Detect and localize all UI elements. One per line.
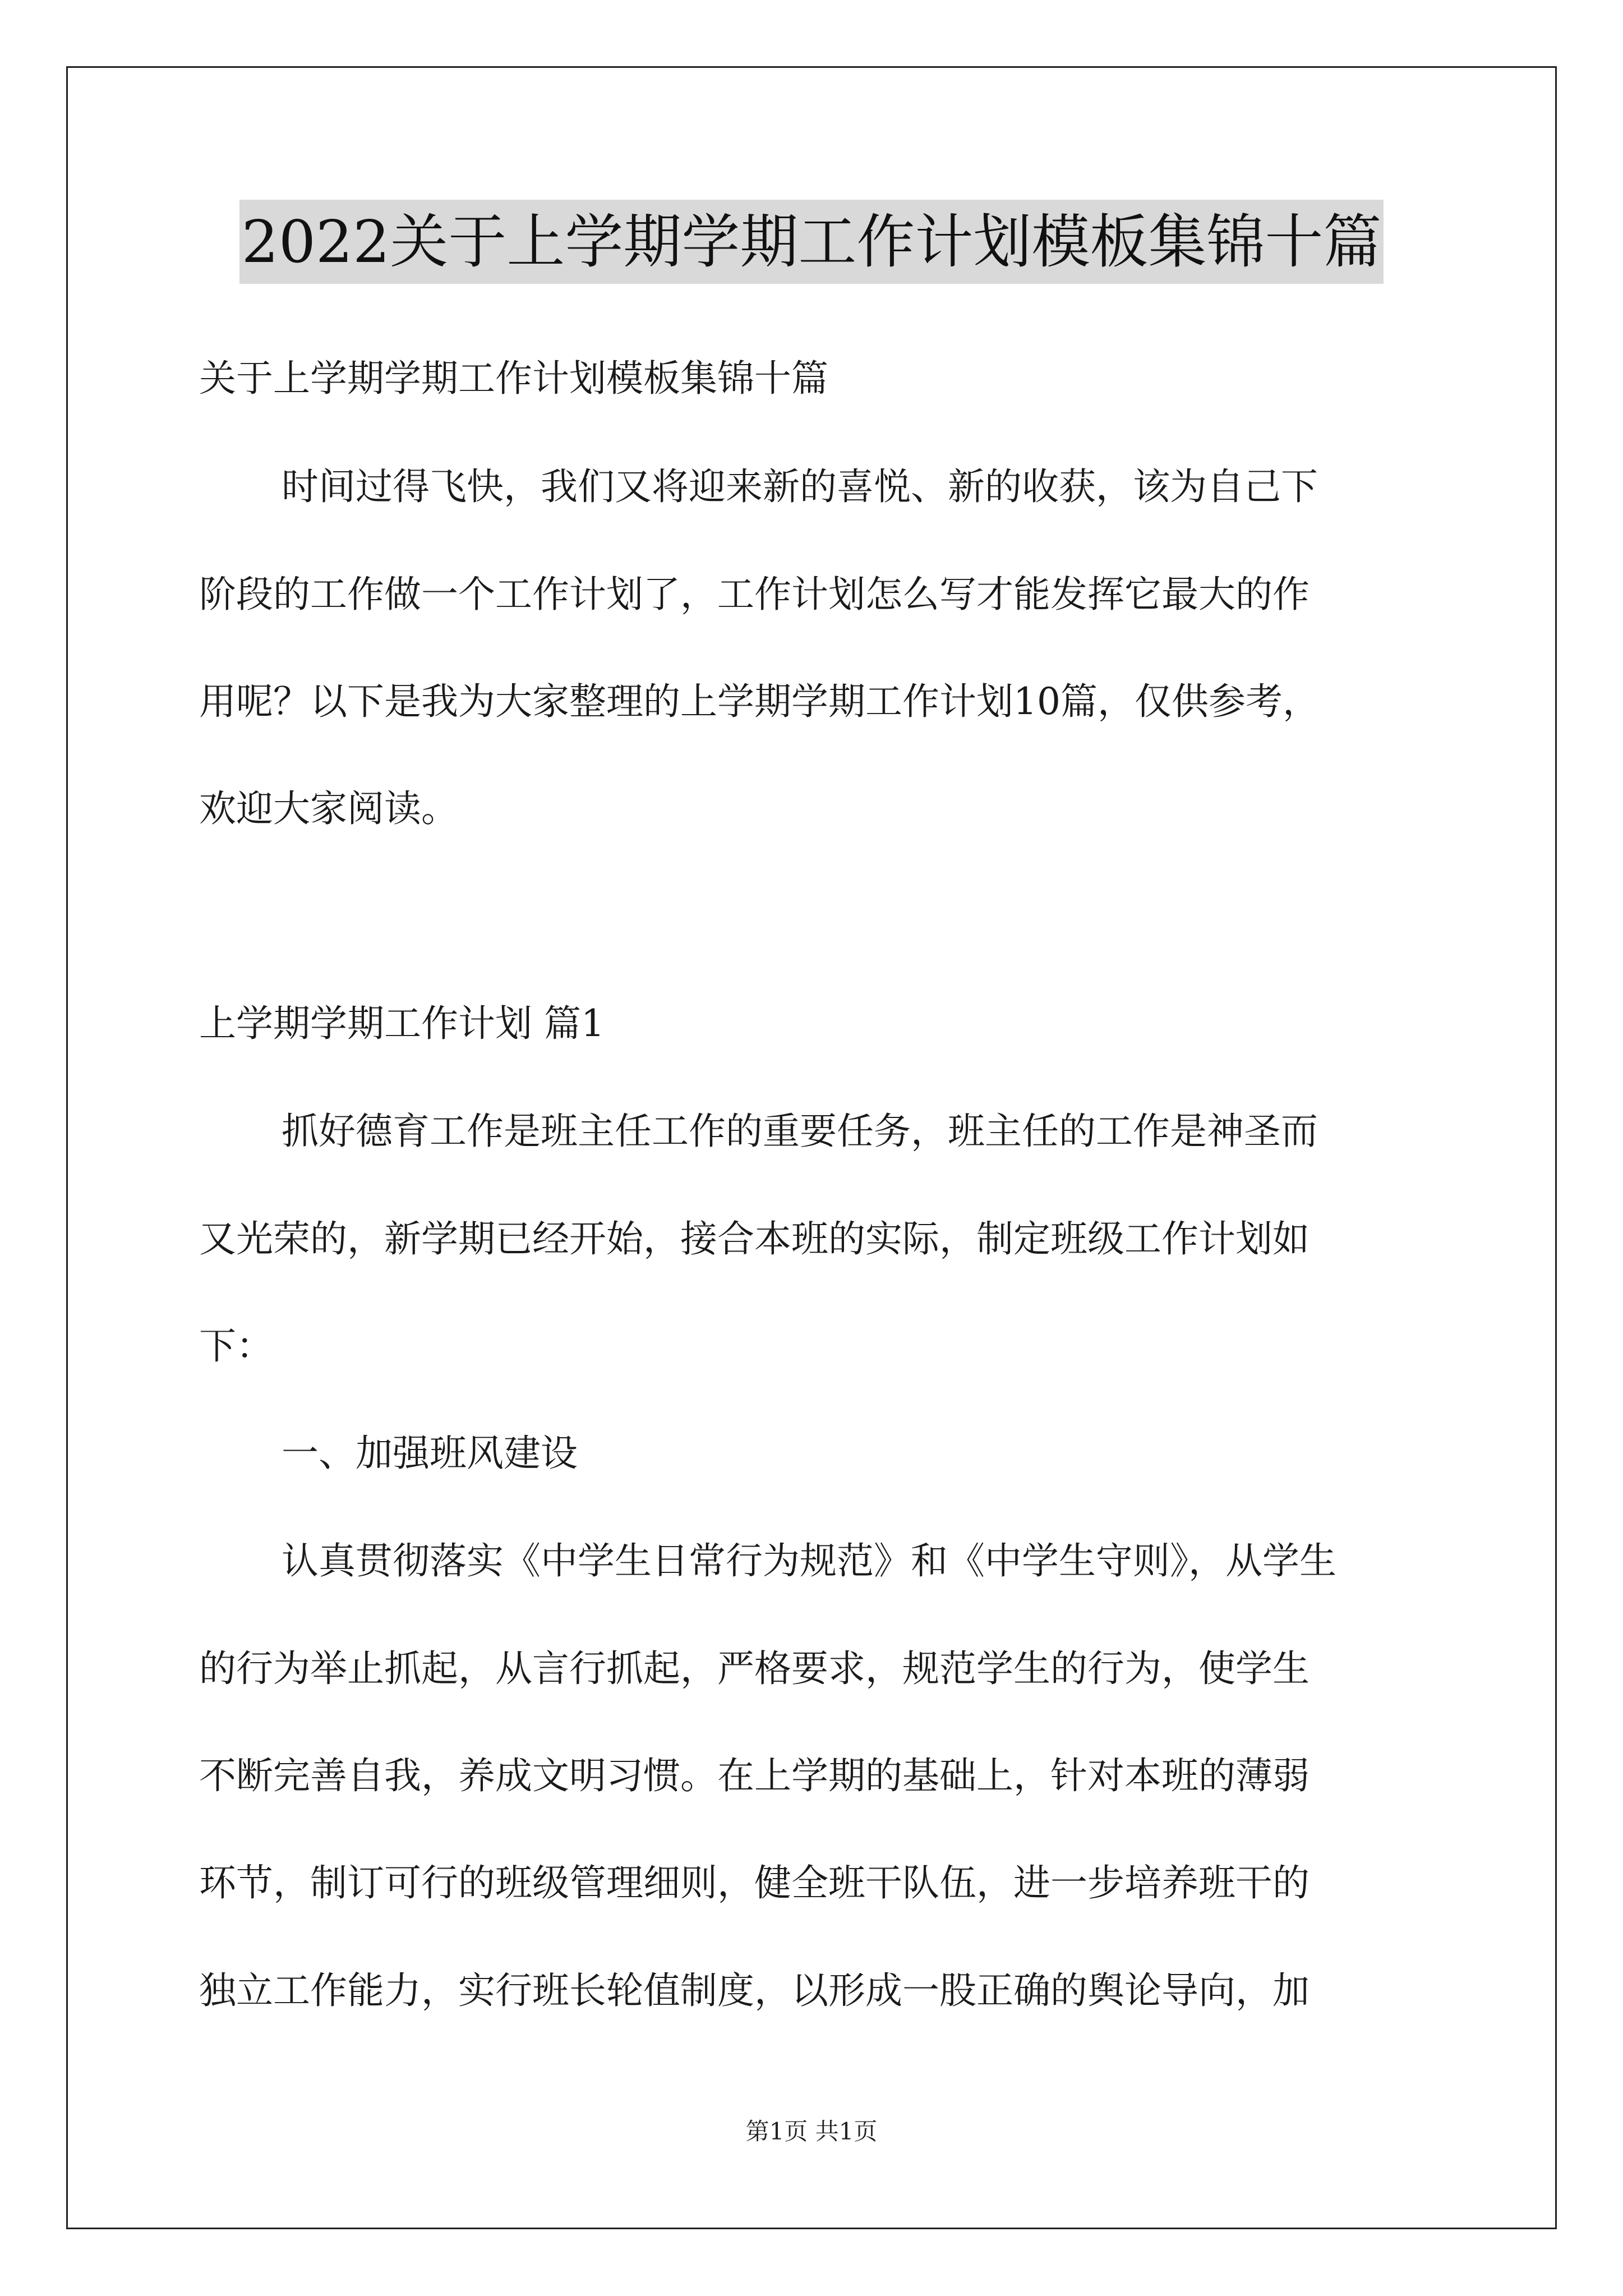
para2-line-3: 不断完善自我，养成文明习惯。在上学期的基础上，针对本班的薄弱	[199, 1754, 1310, 1797]
para1-line-3: 下：	[199, 1324, 273, 1368]
page-footer: 第1页 共1页	[745, 2118, 878, 2145]
intro-line-2: 阶段的工作做一个工作计划了，工作计划怎么写才能发挥它最大的作	[199, 573, 1310, 616]
para1-line-1: 抓好德育工作是班主任工作的重要任务，班主任的工作是神圣而	[282, 1110, 1318, 1153]
para1-line-2: 又光荣的，新学期已经开始，接合本班的实际，制定班级工作计划如	[199, 1217, 1310, 1260]
para2-line-5: 独立工作能力，实行班长轮值制度，以形成一股正确的舆论导向，加	[199, 1969, 1310, 2012]
para2-line-2: 的行为举止抓起，从言行抓起，严格要求，规范学生的行为，使学生	[199, 1647, 1310, 1690]
intro-line-4: 欢迎大家阅读。	[199, 787, 458, 830]
title-container	[0, 200, 1623, 284]
section-heading: 上学期学期工作计划 篇1	[199, 1002, 605, 1045]
para2-line-4: 环节，制订可行的班级管理细则，健全班干队伍，进一步培养班干的	[199, 1861, 1310, 1904]
intro-line-1: 时间过得飞快，我们又将迎来新的喜悦、新的收获，该为自己下	[282, 465, 1318, 508]
sub-heading: 一、加强班风建设	[282, 1432, 578, 1475]
para2-line-1: 认真贯彻落实《中学生日常行为规范》和《中学生守则》，从学生	[282, 1539, 1336, 1582]
document-subtitle: 关于上学期学期工作计划模板集锦十篇	[199, 357, 828, 400]
intro-line-3: 用呢？以下是我为大家整理的上学期学期工作计划10篇，仅供参考，	[199, 680, 1320, 723]
document-title: 2022关于上学期学期工作计划模板集锦十篇	[239, 200, 1384, 284]
